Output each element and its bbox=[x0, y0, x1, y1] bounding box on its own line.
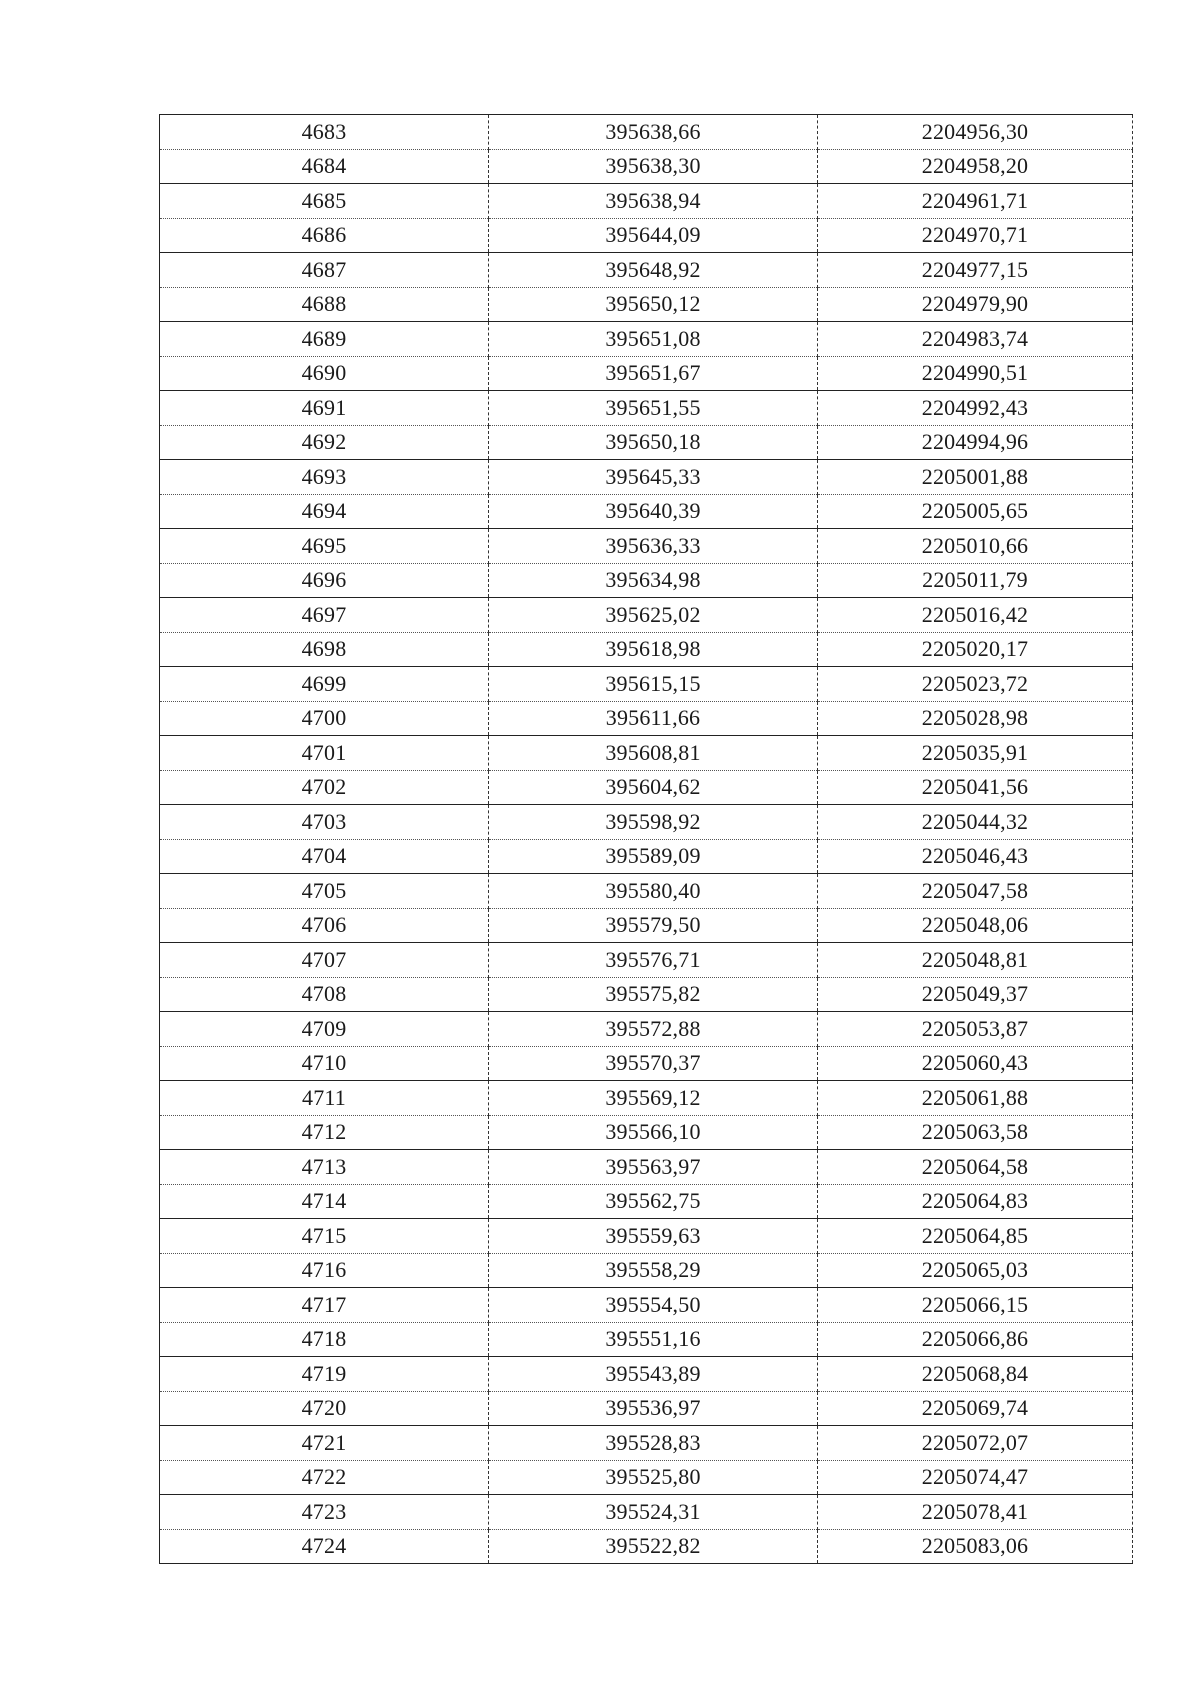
y-coordinate-cell: 2205028,98 bbox=[818, 701, 1133, 736]
table-row bbox=[160, 770, 1133, 805]
x-coordinate-cell: 395650,12 bbox=[489, 287, 818, 322]
y-coordinate-cell: 2204958,20 bbox=[818, 149, 1133, 184]
point-number-cell: 4722 bbox=[160, 1460, 489, 1495]
table-row bbox=[160, 149, 1133, 184]
point-number-cell: 4709 bbox=[160, 1012, 489, 1047]
table-row bbox=[160, 943, 1133, 978]
x-coordinate-cell: 395554,50 bbox=[489, 1288, 818, 1323]
point-number-cell: 4707 bbox=[160, 943, 489, 978]
x-coordinate-cell: 395634,98 bbox=[489, 563, 818, 598]
point-number-cell: 4696 bbox=[160, 563, 489, 598]
point-number-cell: 4702 bbox=[160, 770, 489, 805]
x-coordinate-cell: 395648,92 bbox=[489, 253, 818, 288]
x-coordinate-cell: 395604,62 bbox=[489, 770, 818, 805]
y-coordinate-cell: 2205049,37 bbox=[818, 977, 1133, 1012]
point-number-cell: 4695 bbox=[160, 529, 489, 564]
point-number-cell: 4690 bbox=[160, 356, 489, 391]
point-number-cell: 4724 bbox=[160, 1529, 489, 1564]
table-row bbox=[160, 632, 1133, 667]
table-row bbox=[160, 598, 1133, 633]
point-number-cell: 4689 bbox=[160, 322, 489, 357]
y-coordinate-cell: 2205041,56 bbox=[818, 770, 1133, 805]
point-number-cell: 4703 bbox=[160, 805, 489, 840]
x-coordinate-cell: 395524,31 bbox=[489, 1495, 818, 1530]
table-row bbox=[160, 356, 1133, 391]
x-coordinate-cell: 395525,80 bbox=[489, 1460, 818, 1495]
y-coordinate-cell: 2204979,90 bbox=[818, 287, 1133, 322]
table-row bbox=[160, 494, 1133, 529]
point-number-cell: 4721 bbox=[160, 1426, 489, 1461]
table-row bbox=[160, 115, 1133, 150]
point-number-cell: 4688 bbox=[160, 287, 489, 322]
y-coordinate-cell: 2205005,65 bbox=[818, 494, 1133, 529]
point-number-cell: 4720 bbox=[160, 1391, 489, 1426]
table-row bbox=[160, 701, 1133, 736]
y-coordinate-cell: 2205072,07 bbox=[818, 1426, 1133, 1461]
y-coordinate-cell: 2204956,30 bbox=[818, 115, 1133, 150]
y-coordinate-cell: 2205047,58 bbox=[818, 874, 1133, 909]
table-row bbox=[160, 287, 1133, 322]
point-number-cell: 4710 bbox=[160, 1046, 489, 1081]
point-number-cell: 4708 bbox=[160, 977, 489, 1012]
x-coordinate-cell: 395569,12 bbox=[489, 1081, 818, 1116]
x-coordinate-cell: 395572,88 bbox=[489, 1012, 818, 1047]
point-number-cell: 4685 bbox=[160, 184, 489, 219]
x-coordinate-cell: 395644,09 bbox=[489, 218, 818, 253]
point-number-cell: 4706 bbox=[160, 908, 489, 943]
point-number-cell: 4700 bbox=[160, 701, 489, 736]
x-coordinate-cell: 395576,71 bbox=[489, 943, 818, 978]
x-coordinate-cell: 395563,97 bbox=[489, 1150, 818, 1185]
y-coordinate-cell: 2205066,86 bbox=[818, 1322, 1133, 1357]
table-row bbox=[160, 425, 1133, 460]
y-coordinate-cell: 2205061,88 bbox=[818, 1081, 1133, 1116]
y-coordinate-cell: 2205078,41 bbox=[818, 1495, 1133, 1530]
table-row bbox=[160, 184, 1133, 219]
table-row bbox=[160, 391, 1133, 426]
y-coordinate-cell: 2205046,43 bbox=[818, 839, 1133, 874]
x-coordinate-cell: 395575,82 bbox=[489, 977, 818, 1012]
point-number-cell: 4719 bbox=[160, 1357, 489, 1392]
x-coordinate-cell: 395611,66 bbox=[489, 701, 818, 736]
table-row bbox=[160, 1288, 1133, 1323]
coordinates-table-body bbox=[160, 115, 1133, 1564]
point-number-cell: 4711 bbox=[160, 1081, 489, 1116]
x-coordinate-cell: 395559,63 bbox=[489, 1219, 818, 1254]
y-coordinate-cell: 2205074,47 bbox=[818, 1460, 1133, 1495]
y-coordinate-cell: 2205065,03 bbox=[818, 1253, 1133, 1288]
y-coordinate-cell: 2205064,83 bbox=[818, 1184, 1133, 1219]
point-number-cell: 4717 bbox=[160, 1288, 489, 1323]
table-row bbox=[160, 1460, 1133, 1495]
table-row bbox=[160, 1495, 1133, 1530]
point-number-cell: 4691 bbox=[160, 391, 489, 426]
y-coordinate-cell: 2205023,72 bbox=[818, 667, 1133, 702]
y-coordinate-cell: 2205010,66 bbox=[818, 529, 1133, 564]
point-number-cell: 4692 bbox=[160, 425, 489, 460]
y-coordinate-cell: 2204983,74 bbox=[818, 322, 1133, 357]
table-row bbox=[160, 1150, 1133, 1185]
x-coordinate-cell: 395615,15 bbox=[489, 667, 818, 702]
x-coordinate-cell: 395562,75 bbox=[489, 1184, 818, 1219]
y-coordinate-cell: 2204992,43 bbox=[818, 391, 1133, 426]
y-coordinate-cell: 2205068,84 bbox=[818, 1357, 1133, 1392]
coordinates-table bbox=[159, 114, 1133, 1564]
table-row bbox=[160, 1081, 1133, 1116]
y-coordinate-cell: 2204977,15 bbox=[818, 253, 1133, 288]
table-row bbox=[160, 736, 1133, 771]
y-coordinate-cell: 2205064,58 bbox=[818, 1150, 1133, 1185]
point-number-cell: 4701 bbox=[160, 736, 489, 771]
point-number-cell: 4716 bbox=[160, 1253, 489, 1288]
table-row bbox=[160, 1115, 1133, 1150]
table-row bbox=[160, 1529, 1133, 1564]
x-coordinate-cell: 395558,29 bbox=[489, 1253, 818, 1288]
x-coordinate-cell: 395608,81 bbox=[489, 736, 818, 771]
point-number-cell: 4699 bbox=[160, 667, 489, 702]
point-number-cell: 4687 bbox=[160, 253, 489, 288]
point-number-cell: 4698 bbox=[160, 632, 489, 667]
y-coordinate-cell: 2205048,81 bbox=[818, 943, 1133, 978]
table-row bbox=[160, 1219, 1133, 1254]
table-row bbox=[160, 563, 1133, 598]
y-coordinate-cell: 2205001,88 bbox=[818, 460, 1133, 495]
table-row bbox=[160, 1391, 1133, 1426]
x-coordinate-cell: 395536,97 bbox=[489, 1391, 818, 1426]
table-row bbox=[160, 529, 1133, 564]
point-number-cell: 4683 bbox=[160, 115, 489, 150]
x-coordinate-cell: 395645,33 bbox=[489, 460, 818, 495]
point-number-cell: 4714 bbox=[160, 1184, 489, 1219]
table-row bbox=[160, 805, 1133, 840]
table-row bbox=[160, 839, 1133, 874]
x-coordinate-cell: 395636,33 bbox=[489, 529, 818, 564]
x-coordinate-cell: 395551,16 bbox=[489, 1322, 818, 1357]
y-coordinate-cell: 2205063,58 bbox=[818, 1115, 1133, 1150]
x-coordinate-cell: 395638,94 bbox=[489, 184, 818, 219]
y-coordinate-cell: 2205020,17 bbox=[818, 632, 1133, 667]
table-row bbox=[160, 977, 1133, 1012]
x-coordinate-cell: 395638,66 bbox=[489, 115, 818, 150]
point-number-cell: 4712 bbox=[160, 1115, 489, 1150]
point-number-cell: 4693 bbox=[160, 460, 489, 495]
table-row bbox=[160, 218, 1133, 253]
y-coordinate-cell: 2205016,42 bbox=[818, 598, 1133, 633]
point-number-cell: 4704 bbox=[160, 839, 489, 874]
y-coordinate-cell: 2204970,71 bbox=[818, 218, 1133, 253]
y-coordinate-cell: 2204994,96 bbox=[818, 425, 1133, 460]
x-coordinate-cell: 395638,30 bbox=[489, 149, 818, 184]
table-row bbox=[160, 1046, 1133, 1081]
table-row bbox=[160, 1184, 1133, 1219]
x-coordinate-cell: 395566,10 bbox=[489, 1115, 818, 1150]
point-number-cell: 4697 bbox=[160, 598, 489, 633]
y-coordinate-cell: 2205083,06 bbox=[818, 1529, 1133, 1564]
x-coordinate-cell: 395618,98 bbox=[489, 632, 818, 667]
point-number-cell: 4684 bbox=[160, 149, 489, 184]
x-coordinate-cell: 395650,18 bbox=[489, 425, 818, 460]
y-coordinate-cell: 2205011,79 bbox=[818, 563, 1133, 598]
table-row bbox=[160, 874, 1133, 909]
x-coordinate-cell: 395543,89 bbox=[489, 1357, 818, 1392]
point-number-cell: 4694 bbox=[160, 494, 489, 529]
point-number-cell: 4705 bbox=[160, 874, 489, 909]
point-number-cell: 4718 bbox=[160, 1322, 489, 1357]
point-number-cell: 4713 bbox=[160, 1150, 489, 1185]
x-coordinate-cell: 395625,02 bbox=[489, 598, 818, 633]
x-coordinate-cell: 395579,50 bbox=[489, 908, 818, 943]
x-coordinate-cell: 395528,83 bbox=[489, 1426, 818, 1461]
y-coordinate-cell: 2205064,85 bbox=[818, 1219, 1133, 1254]
table-row bbox=[160, 1357, 1133, 1392]
y-coordinate-cell: 2205069,74 bbox=[818, 1391, 1133, 1426]
x-coordinate-cell: 395570,37 bbox=[489, 1046, 818, 1081]
y-coordinate-cell: 2205048,06 bbox=[818, 908, 1133, 943]
table-row bbox=[160, 667, 1133, 702]
table-row bbox=[160, 908, 1133, 943]
point-number-cell: 4686 bbox=[160, 218, 489, 253]
y-coordinate-cell: 2205035,91 bbox=[818, 736, 1133, 771]
table-row bbox=[160, 460, 1133, 495]
point-number-cell: 4715 bbox=[160, 1219, 489, 1254]
table-row bbox=[160, 322, 1133, 357]
x-coordinate-cell: 395640,39 bbox=[489, 494, 818, 529]
x-coordinate-cell: 395580,40 bbox=[489, 874, 818, 909]
table-row bbox=[160, 253, 1133, 288]
x-coordinate-cell: 395522,82 bbox=[489, 1529, 818, 1564]
table-row bbox=[160, 1253, 1133, 1288]
x-coordinate-cell: 395598,92 bbox=[489, 805, 818, 840]
y-coordinate-cell: 2204961,71 bbox=[818, 184, 1133, 219]
y-coordinate-cell: 2205066,15 bbox=[818, 1288, 1133, 1323]
x-coordinate-cell: 395651,55 bbox=[489, 391, 818, 426]
point-number-cell: 4723 bbox=[160, 1495, 489, 1530]
y-coordinate-cell: 2204990,51 bbox=[818, 356, 1133, 391]
table-row bbox=[160, 1426, 1133, 1461]
table-row bbox=[160, 1322, 1133, 1357]
y-coordinate-cell: 2205053,87 bbox=[818, 1012, 1133, 1047]
y-coordinate-cell: 2205060,43 bbox=[818, 1046, 1133, 1081]
x-coordinate-cell: 395589,09 bbox=[489, 839, 818, 874]
x-coordinate-cell: 395651,67 bbox=[489, 356, 818, 391]
x-coordinate-cell: 395651,08 bbox=[489, 322, 818, 357]
y-coordinate-cell: 2205044,32 bbox=[818, 805, 1133, 840]
table-row bbox=[160, 1012, 1133, 1047]
